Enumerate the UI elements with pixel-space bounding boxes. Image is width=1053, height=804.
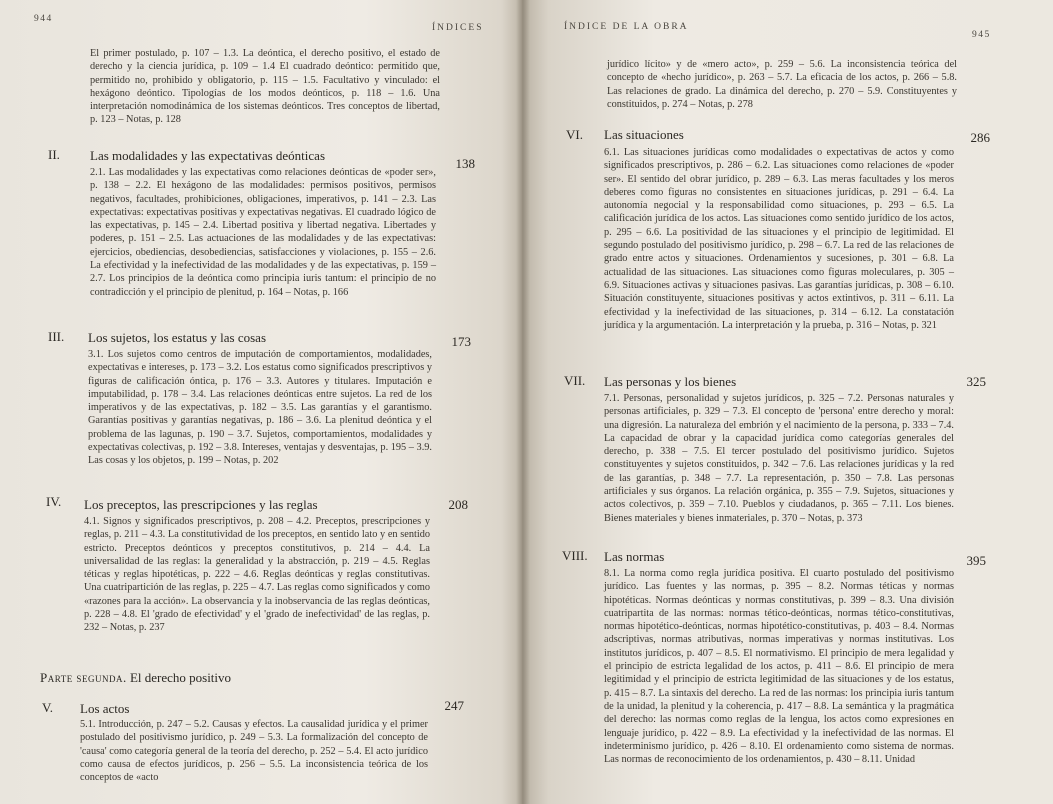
chapter-numeral: VIII. <box>562 548 588 563</box>
chapter-contents-text: 7.1. Personas, personalidad y sujetos jurídicos, p. 325 – 7.2. Personas naturales y personas artificiales, p. 329 – 7.3. El concepto de 'persona' entre derecho y moral: una digresión. La naturaleza del embrión y el nacimiento de la persona, p. 333 – 7.4. La capacidad de obrar y la capacidad jurídica como categorías generales del derecho, p. 338 – 7.5. El tercer postulado del positivismo jurídico. Sujetos constituyentes y sujetos constituidos, p. 342 – 7.6. Las relaciones jurídicas y la red de las garantías, p. 348 – 7.7. La representación, p. 350 – 7.8. Las personas artificiales y sus órganos. La relación orgánica, p. 355 – 7.9. Sujetos, situaciones y actos colectivos, p. 359 – 7.10. Pueblos y ciudadanos, p. 365 – 7.11. Los bienes. Bienes materiales y bienes inmateriales, p. 370 – Notas, p. 373 <box>604 393 954 524</box>
continuation-text <box>90 47 440 127</box>
chapter-title: Las normas <box>604 549 665 564</box>
left-page <box>0 0 522 804</box>
chapter-title: Los sujetos, los estatus y las cosas <box>88 330 267 345</box>
part-title: El derecho positivo <box>129 670 232 685</box>
chapter-numeral: VII. <box>564 373 586 388</box>
chapter-contents <box>90 166 436 299</box>
chapter-contents <box>84 515 430 635</box>
chapter-page-number: 286 <box>970 130 990 145</box>
chapter-page-number: 173 <box>451 334 471 349</box>
chapter-title: Los actos <box>80 701 130 716</box>
chapter-page-number: 138 <box>455 156 475 171</box>
chapter-contents-text: 2.1. Las modalidades y las expectativas como relaciones deónticas de «poder ser», p. 138 – 2.2. El hexágono de las modalidades: permisos positivos, permisos negativos, facultades, prohibiciones, obligaciones, imperativos, p. 141 – 2.3. Las expectativas: expectativas positivas y expectativas negativas. El cuadrado lógico de las expectativas, p. 145 – 2.4. Libertad positiva y libertad negativa. Libertades y poderes, p. 151 – 2.5. Las actuaciones de las modalidades y de las expectativas: ejercicios, obediencias, desobediencias, satisfacciones y violaciones, p. 155 – 2.6. La efectividad y la inefectividad de las modalidades y de las expectativas, p. 159 – 2.7. Los principios de la deóntica como principia iuris tantum: el principio de no contradicción y el principio de plenitud, p. 164 – Notas, p. 166 <box>90 167 436 298</box>
chapter-numeral: V. <box>42 700 53 715</box>
chapter-contents <box>80 718 428 784</box>
chapter-contents-text: 5.1. Introducción, p. 247 – 5.2. Causas y efectos. La causalidad jurídica y el primer postulado del positivismo jurídico, p. 249 – 5.3. La formalización del concepto de 'causa' como categoría general de la teoría del derecho, p. 252 – 5.4. El acto jurídico como causa de efectos jurídicos, p. 256 – 5.5. La inconsistencia teórica de los conceptos de «acto <box>80 719 428 784</box>
chapter-contents-text: 3.1. Los sujetos como centros de imputación de comportamientos, modalidades, expectativas e intereses, p. 173 – 3.2. Los estatus como significados prescriptivos y figuras de calificación óntica, p. 176 – 3.3. Autores y titulares. Imputación e imputabilidad, p. 178 – 3.4. Las relaciones deónticas entre sujetos. La red de los imperativos y de las expectativas, p. 182 – 3.5. Las garantías y el garantismo. Garantías positivas y garantías negativas, p. 186 – 3.6. La plenitud deóntica y el problema de las lagunas, p. 190 – 3.7. Sujetos, comportamientos, modalidades y expectativas colectivas, p. 192 – 3.8. Intereses, ventajas y desventajas, p. 195 – 3.9. Las cosas y los objetos, p. 199 – Notas, p. 202 <box>88 349 432 467</box>
chapter-numeral: III. <box>48 329 65 344</box>
chapter-contents-text: 6.1. Las situaciones jurídicas como modalidades o expectativas de actos y como significados prescriptivos, p. 286 – 6.2. Las situaciones como relaciones de «poder ser». El sentido del obrar jurídico, p. 289 – 6.3. Las meras facultades y los meros deberes como figuras no consistentes en situaciones jurídicas, p. 291 – 6.4. La autonomía negocial y la responsabilidad como situaciones, p. 293 – 6.5. La calificación jurídica de los actos. Las situaciones como sentido jurídico de los actos, p. 295 – 6.6. La positividad de las situaciones y el principio de legitimidad. El segundo postulado del positivismo jurídico, p. 298 – 6.7. La red de las relaciones de grado entre actos y situaciones. Ordenamientos y sucesiones, p. 301 – 6.8. La actualidad de las situaciones. Las situaciones como figuras moleculares, p. 305 – 6.9. Situaciones activas y situaciones pasivas. Las garantías jurídicas, p. 308 – 6.10. Situación constituyente, situaciones positivas y actos extintivos, p. 311 – 6.11. La efectividad y la inefectividad de las situaciones, p. 314 – 6.12. La constatación jurídica y la argumentación. La interpretación y la prueba, p. 316 – Notas, p. 321 <box>604 147 954 331</box>
continuation-text <box>607 58 957 111</box>
chapter-contents <box>604 567 954 766</box>
chapter-title: Las personas y los bienes <box>604 374 737 389</box>
chapter-contents-text: 4.1. Signos y significados prescriptivos, p. 208 – 4.2. Preceptos, prescripciones y reglas, p. 211 – 4.3. La constitutividad de los preceptos, en sentido lato y en sentido estricto. Preceptos deónticos y preceptos constitutivos, p. 214 – 4.4. La universalidad de las reglas: la generalidad y la abstracción, p. 219 – 4.5. Reglas téticas y reglas hipotéticas, p. 222 – 4.6. Reglas deónticas y reglas constitutivas. Una cuatripartición de las reglas, p. 225 – 4.7. Las reglas como significados y como «razones para la acción». La observancia y la inobservancia de las reglas deónticas, p. 228 – 4.8. El 'grado de efectividad' y el 'grado de inefectividad' de las reglas, p. 232 – Notas, p. 237 <box>84 516 430 634</box>
part-label: Parte segunda. <box>40 670 127 685</box>
part-heading <box>40 670 231 686</box>
running-head: ÍNDICES <box>432 23 484 33</box>
chapter-numeral: II. <box>48 147 60 162</box>
running-head: ÍNDICE DE LA OBRA <box>564 22 689 32</box>
chapter-title: Las situaciones <box>604 127 684 142</box>
chapter-numeral: VI. <box>566 127 583 142</box>
chapter-numeral: IV. <box>46 494 62 509</box>
chapter-page-number: 208 <box>448 497 468 512</box>
chapter-contents <box>604 146 954 332</box>
continuation-paragraph: El primer postulado, p. 107 – 1.3. La deóntica, el derecho positivo, el estado de derecho y la ciencia jurídica, p. 109 – 1.4 El cuadrado deóntico: permitido que, permitido no, prohibido y obligatorio, p. 115 – 1.5. Facultativo y vinculado: el hexágono deóntico. Tipologías de los modos deónticos, p. 118 – 1.6. Una interpretación nomodinámica de los sistemas deónticos. Tres conceptos de libertad, p. 123 – Notas, p. 128 <box>90 48 440 126</box>
chapter-page-number: 395 <box>966 553 986 568</box>
chapter-page-number: 247 <box>444 698 464 713</box>
chapter-contents <box>604 392 954 525</box>
continuation-paragraph: jurídico lícito» y de «mero acto», p. 259 – 5.6. La inconsistencia teórica del concepto de «hecho jurídico», p. 263 – 5.7. La eficacia de los actos, p. 266 – 5.8. Las relaciones de grado. La dinámica del derecho, p. 270 – 5.9. Constituyentes y constituidos, p. 274 – Notas, p. 278 <box>607 59 957 110</box>
chapter-contents <box>88 348 432 468</box>
chapter-title: Los preceptos, las prescripciones y las reglas <box>84 497 318 512</box>
chapter-title: Las modalidades y las expectativas deónticas <box>90 148 326 163</box>
right-page <box>522 0 1053 804</box>
book-gutter <box>516 0 530 804</box>
page-number: 945 <box>972 30 991 40</box>
chapter-page-number: 325 <box>966 374 986 389</box>
chapter-contents-text: 8.1. La norma como regla jurídica positiva. El cuarto postulado del positivismo jurídico. Las fuentes y las normas, p. 395 – 8.2. Normas téticas y normas hipotéticas. Normas deónticas y normas constitutivas, p. 399 – 8.3. Una división cuatripartita de las normas: normas tético-deónticas, normas tético-constitutivas, normas hipotético-deónticas, normas hipotético-constitutivas, p. 403 – 8.4. Normas adscriptivas, normas atributivas, normas imperativas y normas institutivas. Los institutos jurídicos, p. 407 – 8.5. El normativismo. El principio de mera legalidad y el principio de estricta legalidad de los actos, p. 411 – 8.6. El principio de mera legitimidad y el principio de estricta legitimidad de las situaciones y de los estatus, p. 415 – 8.7. La sintaxis del derecho. La red de las normas: los principia iuris tantum de la unidad, la plenitud y la coherencia, p. 417 – 8.8. La semántica y la pragmática del derecho: las normas como reglas de la lengua, los actos como expresiones en lenguaje jurídico, p. 422 – 8.9. La efectividad y la inefectividad de las normas. El indeterminismo jurídico, p. 426 – 8.10. El ordenamiento como sistema de normas. Las normas de reconocimiento de los ordenamientos, p. 430 – 8.11. Unidad <box>604 568 954 766</box>
page-number: 944 <box>34 14 53 24</box>
